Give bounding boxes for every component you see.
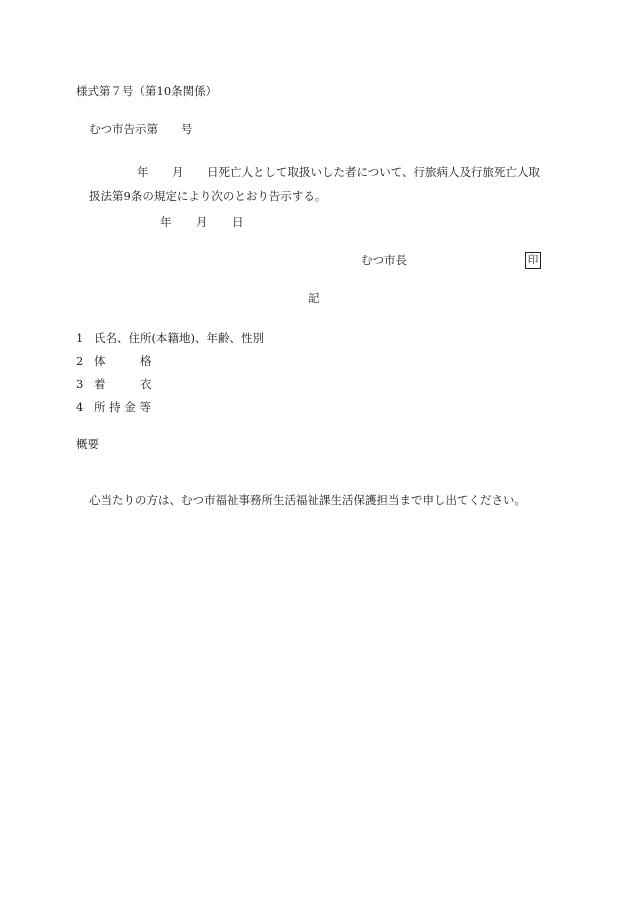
- body-year-label: 年: [137, 165, 149, 179]
- item-number: 3: [76, 377, 84, 391]
- notice-number: むつ市告示第 号: [89, 122, 193, 136]
- item-number: 2: [76, 354, 84, 368]
- item-label: 体 格: [94, 354, 152, 368]
- item-label: 着 衣: [94, 377, 152, 391]
- body-month-label: 月: [172, 165, 184, 179]
- body-text-line-2: 扱法第9条の規定により次のとおり告示する。: [89, 189, 327, 203]
- date-day: 日: [232, 215, 244, 229]
- date-year: 年: [160, 215, 172, 229]
- date-month: 月: [196, 215, 208, 229]
- summary-heading: 概要: [76, 437, 99, 451]
- item-label: 所 持 金 等: [94, 400, 151, 414]
- ki-heading: 記: [308, 291, 320, 305]
- mayor-title: むつ市長: [361, 253, 407, 267]
- item-number: 4: [76, 400, 84, 414]
- item-number: 1: [76, 331, 84, 345]
- contact-text: 心当たりの方は、むつ市福祉事務所生活福祉課生活保護担当まで申し出てください。: [89, 493, 526, 507]
- body-text-line-1: 日死亡人として取扱いした者について、行旅病人及行旅死亡人取: [207, 165, 541, 179]
- item-label: 氏名、住所(本籍地)、年齢、性別: [94, 331, 264, 345]
- form-header: 様式第７号（第10条関係）: [76, 84, 218, 98]
- seal-mark: 印: [525, 252, 541, 269]
